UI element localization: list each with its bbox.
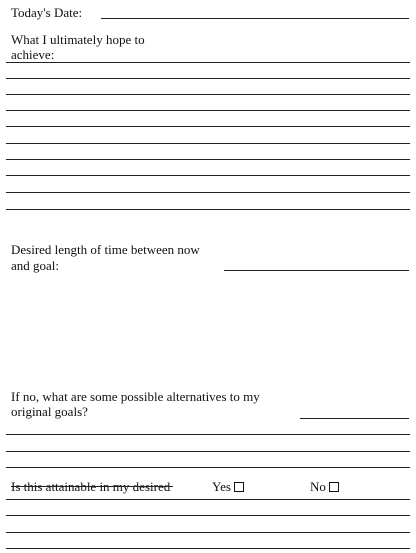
length-of-time-field[interactable] (224, 270, 409, 271)
yes-label: Yes (212, 479, 231, 494)
hope-answer-line[interactable] (6, 192, 410, 193)
length-label-line1: Desired length of time between now (11, 242, 200, 257)
hope-answer-line[interactable] (6, 62, 410, 63)
hope-label-line2: achieve: (11, 47, 55, 62)
alternatives-label-line1: If no, what are some possible alternatives to my (11, 389, 260, 404)
alternatives-answer-line[interactable] (6, 434, 410, 435)
hope-answer-line[interactable] (6, 159, 410, 160)
answer-line[interactable] (6, 515, 410, 516)
todays-date-label: Today's Date: (11, 5, 83, 20)
alternatives-answer-line[interactable] (6, 451, 410, 452)
hope-label-line1: What I ultimately hope to (11, 32, 145, 47)
alternatives-field[interactable] (300, 418, 409, 419)
alternatives-label-line2: original goals? (11, 404, 88, 419)
answer-line[interactable] (6, 499, 410, 500)
todays-date-field[interactable] (101, 18, 409, 19)
hope-answer-line[interactable] (6, 110, 410, 111)
hope-answer-line[interactable] (6, 175, 410, 176)
hope-answer-line[interactable] (6, 143, 410, 144)
alternatives-answer-line[interactable] (6, 467, 410, 468)
attainable-line (11, 486, 173, 487)
hope-answer-line[interactable] (6, 78, 410, 79)
hope-answer-line[interactable] (6, 94, 410, 95)
hope-answer-line[interactable] (6, 209, 410, 210)
no-checkbox[interactable] (329, 482, 339, 492)
yes-checkbox[interactable] (234, 482, 244, 492)
answer-line[interactable] (6, 548, 410, 549)
no-label: No (310, 479, 326, 494)
attainable-label: Is this attainable in my desired (11, 479, 171, 494)
length-label-line2: and goal: (11, 258, 60, 273)
no-option[interactable] (310, 478, 339, 495)
hope-answer-line[interactable] (6, 126, 410, 127)
yes-option[interactable] (212, 478, 244, 495)
answer-line[interactable] (6, 532, 410, 533)
